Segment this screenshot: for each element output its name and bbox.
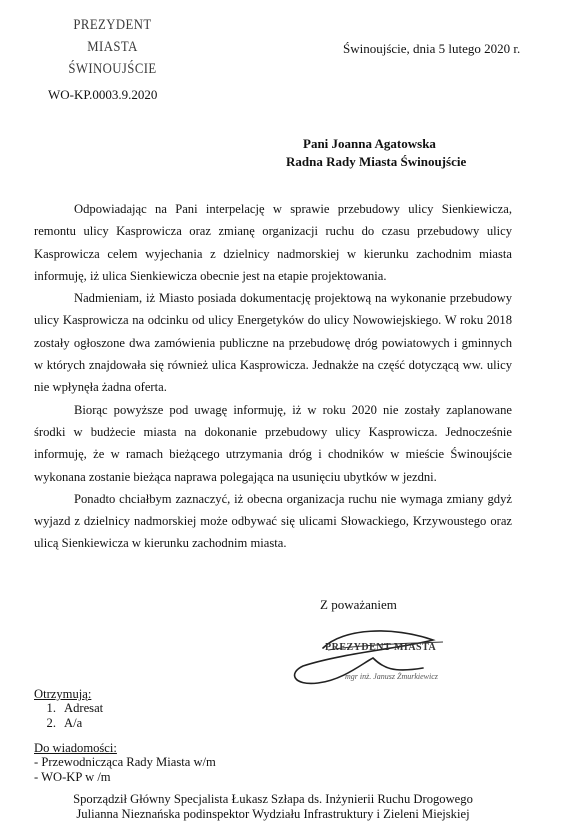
receivers-list [34, 701, 103, 731]
list-text: Adresat [64, 701, 104, 715]
office-stamp [30, 14, 195, 80]
list-number: 1. [46, 701, 56, 715]
reference-number: WO-KP.0003.9.2020 [48, 87, 158, 102]
list-text: A/a [64, 716, 83, 730]
list-item: - Przewodnicząca Rady Miasta w/m [34, 755, 216, 769]
paragraph-3: Biorąc powyższe pod uwagę informuję, iż w roku 2020 nie zostały zaplanowane środki w budżecie miasta na dokonanie przebudowy ulicy Kasprowicza. Jednocześnie informuję, że w ramach bieżącego utrzymania dróg i chodników w mieście Świnoujście wykonana zostanie bieżąca naprawa polegająca na usunięciu ubytków w jezdni. [34, 402, 512, 484]
place-date: Świnoujście, dnia 5 lutego 2020 r. [343, 41, 521, 56]
letter-body [34, 198, 512, 555]
closing-greeting: Z poważaniem [320, 597, 397, 612]
signature-name: mgr inż. Janusz Żmurkiewicz [345, 672, 438, 681]
paragraph-4: Ponadto chciałbym zaznaczyć, iż obecna organizacja ruchu nie wymaga zmiany gdyż wyjazd z dzielnicy nadmorskiej może odbywać się ulicami Słowackiego, Krzywoustego oraz ulicą Sienkiewicza w kierunku zachodnim miasta. [34, 491, 512, 551]
paragraph-2: Nadmieniam, iż Miasto posiada dokumentację projektową na wykonanie przebudowy ulicy Kasprowicza na odcinku od ulicy Energetyków do ulicy Nowowiejskiego. W roku 2018 zostały ogłoszone dwa zamówienia publiczne na przebudowę dróg powiatowych i gminnych w których znajdowała się również ulica Kasprowicza. Jednakże na część dotyczącą ww. ulicy nie wpłynęła żadna oferta. [34, 291, 512, 395]
list-number: 2. [46, 716, 56, 730]
footer-line-1: Sporządził Główny Specjalista Łukasz Szłapa ds. Inżynierii Ruchu Drogowego [73, 792, 473, 806]
stamp-line-1: PREZYDENT [73, 17, 152, 33]
cc-list [34, 755, 216, 785]
receivers-label: Otrzymują: [34, 687, 92, 701]
recipient-block [286, 135, 466, 171]
prepared-by-footer [34, 792, 512, 822]
footer-line-2: Julianna Nieznańska podinspektor Wydziału Infrastruktury i Zieleni Miejskiej [76, 807, 470, 821]
stamp-line-2: MIASTA ŚWINOUJŚCIE [68, 39, 157, 77]
list-item [34, 716, 103, 731]
list-item [34, 701, 103, 716]
cc-label: Do wiadomości: [34, 741, 117, 755]
list-item: - WO-KP w /m [34, 770, 111, 784]
recipient-title: Radna Rady Miasta Świnoujście [286, 154, 467, 169]
signature-stamp: PREZYDENT MIASTA [325, 642, 437, 653]
recipient-name: Pani Joanna Agatowska [303, 136, 436, 151]
handwritten-signature [283, 618, 453, 693]
paragraph-1: Odpowiadając na Pani interpelację w sprawie przebudowy ulicy Sienkiewicza, remontu ulicy Kasprowicza oraz zmianę organizacji ruchu do czasu przebudowy ulicy Kasprowicza celem wyjechania z dzielnicy nadmorskiej w kierunku zachodnim miasta informuję, iż ulica Sienkiewicza obecnie jest na etapie projektowania. [34, 202, 512, 283]
